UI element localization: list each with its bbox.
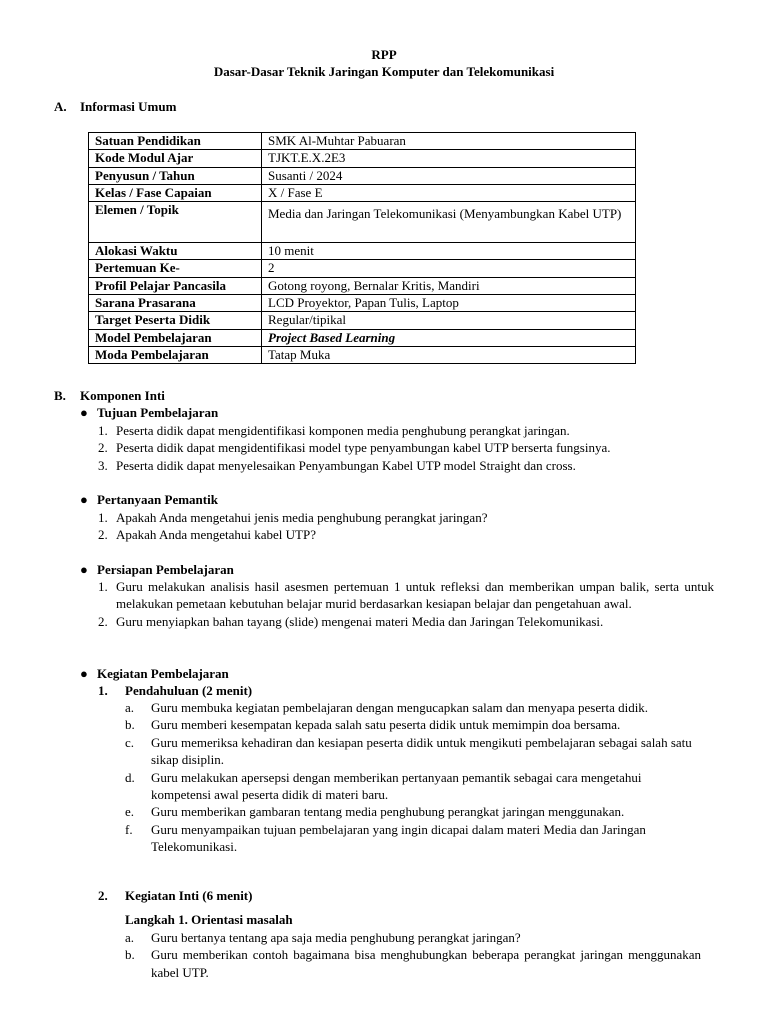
item-text: Guru memberikan contoh bagaimana bisa menghubungkan beberapa perangkat jaringan menggunakan kabel UTP. — [151, 947, 701, 980]
table-value: TJKT.E.X.2E3 — [262, 150, 636, 167]
item-text: Guru memberi kesempatan kepada salah satu peserta didik untuk memimpin doa bersama. — [151, 717, 621, 733]
item-text: Guru membuka kegiatan pembelajaran dengan mengucapkan salam dan menyapa peserta didik. — [151, 700, 649, 715]
table-value: 2 — [262, 260, 636, 277]
table-key: Elemen / Topik — [89, 202, 262, 243]
table-value: Tatap Muka — [262, 346, 636, 363]
item-text: Guru melakukan analisis hasil asesmen pertemuan 1 untuk refleksi dan memberikan umpan balik, serta untuk melakukan pemetaan kebutuhan belajar murid berdasarkan kesiapan belajar dan pengetahuan awal. — [116, 579, 714, 612]
table-value: X / Fase E — [262, 184, 636, 201]
pemantik-list — [98, 509, 718, 544]
item-text: Guru menyampaikan tujuan pembelajaran yang ingin dicapai dalam materi Media dan Jaringan Telekomunikasi. — [151, 821, 646, 855]
item-number: 2. — [98, 613, 108, 629]
langkah1-title: Langkah 1. Orientasi masalah — [125, 912, 293, 927]
table-row — [89, 150, 636, 167]
table-key: Sarana Prasarana — [89, 295, 262, 312]
table-row — [89, 133, 636, 150]
table-row — [89, 260, 636, 277]
bullet-icon: ● — [80, 666, 88, 681]
item-number: 1. — [98, 423, 108, 438]
list-item — [98, 613, 714, 630]
item-number: 1. — [98, 579, 108, 594]
list-item — [125, 734, 701, 769]
table-value: Project Based Learning — [262, 329, 636, 346]
item-text: Guru memeriksa kehadiran dan kesiapan peserta didik untuk mengikuti pembelajaran sebagai salah satu sikap disiplin. — [151, 734, 692, 768]
section-a-label: A. — [54, 99, 67, 114]
table-row — [89, 295, 636, 312]
section-b-label: B. — [54, 388, 66, 403]
item-letter: d. — [125, 769, 135, 785]
bullet-icon: ● — [80, 562, 88, 577]
list-item — [98, 439, 718, 456]
item-letter: f. — [125, 821, 133, 837]
inti-title: Kegiatan Inti (6 menit) — [125, 888, 253, 903]
tujuan-title: Tujuan Pembelajaran — [97, 405, 219, 420]
doc-title: RPP — [371, 47, 397, 62]
tujuan-list — [98, 422, 718, 474]
item-text: Peserta didik dapat menyelesaikan Penyambungan Kabel UTP model Straight dan cross. — [116, 457, 576, 473]
table-key: Moda Pembelajaran — [89, 346, 262, 363]
list-item — [125, 803, 701, 820]
inti-number: 2. — [98, 888, 108, 903]
item-number: 1. — [98, 510, 108, 525]
list-item — [125, 929, 701, 946]
item-number: 3. — [98, 457, 108, 473]
table-key: Kelas / Fase Capaian — [89, 184, 262, 201]
langkah1-list — [125, 929, 701, 981]
item-letter: a. — [125, 930, 135, 945]
list-item — [125, 716, 701, 733]
item-text: Apakah Anda mengetahui jenis media penghubung perangkat jaringan? — [116, 510, 488, 525]
bullet-icon: ● — [80, 405, 88, 420]
list-item — [98, 457, 718, 474]
pemantik-title: Pertanyaan Pemantik — [97, 492, 218, 507]
table-key: Penyusun / Tahun — [89, 167, 262, 184]
item-number: 2. — [98, 440, 108, 456]
bullet-icon: ● — [80, 492, 88, 507]
pendahuluan-number: 1. — [98, 683, 108, 698]
table-row — [89, 243, 636, 260]
table-key: Alokasi Waktu — [89, 243, 262, 260]
section-b-title: Komponen Inti — [80, 388, 165, 403]
table-value: 10 menit — [262, 243, 636, 260]
table-row — [89, 184, 636, 201]
item-letter: c. — [125, 734, 135, 750]
list-item — [125, 821, 701, 856]
section-a-title: Informasi Umum — [80, 99, 177, 114]
info-table — [88, 132, 636, 364]
table-key: Model Pembelajaran — [89, 329, 262, 346]
item-letter: e. — [125, 804, 135, 820]
table-key: Pertemuan Ke- — [89, 260, 262, 277]
table-value: LCD Proyektor, Papan Tulis, Laptop — [262, 295, 636, 312]
table-row — [89, 167, 636, 184]
item-text: Guru bertanya tentang apa saja media penghubung perangkat jaringan? — [151, 930, 521, 945]
list-item — [98, 509, 718, 526]
pendahuluan-list — [125, 699, 701, 856]
table-value: Gotong royong, Bernalar Kritis, Mandiri — [262, 277, 636, 294]
table-row — [89, 329, 636, 346]
list-item — [98, 422, 718, 439]
persiapan-list — [98, 578, 714, 630]
doc-subtitle: Dasar-Dasar Teknik Jaringan Komputer dan Telekomunikasi — [213, 64, 555, 79]
item-letter: b. — [125, 947, 135, 963]
persiapan-title: Persiapan Pembelajaran — [97, 562, 234, 577]
pendahuluan-title: Pendahuluan (2 menit) — [125, 683, 253, 698]
list-item — [98, 578, 714, 613]
item-text: Guru memberikan gambaran tentang media penghubung perangkat jaringan menggunakan. — [151, 804, 625, 820]
item-letter: b. — [125, 717, 135, 733]
list-item — [125, 769, 701, 804]
table-row — [89, 312, 636, 329]
table-row — [89, 202, 636, 243]
item-letter: a. — [125, 700, 135, 715]
table-key: Target Peserta Didik — [89, 312, 262, 329]
table-value: Media dan Jaringan Telekomunikasi (Menyambungkan Kabel UTP) — [262, 202, 636, 243]
table-key: Satuan Pendidikan — [89, 133, 262, 150]
item-text: Peserta didik dapat mengidentifikasi model type penyambungan kabel UTP berserta fungsinya. — [116, 440, 611, 456]
list-item — [125, 946, 701, 981]
table-key: Kode Modul Ajar — [89, 150, 262, 167]
kegiatan-title: Kegiatan Pembelajaran — [97, 666, 229, 681]
table-value: SMK Al-Muhtar Pabuaran — [262, 133, 636, 150]
table-row — [89, 277, 636, 294]
list-item — [98, 526, 718, 543]
table-value: Regular/tipikal — [262, 312, 636, 329]
list-item — [125, 699, 701, 716]
table-row — [89, 346, 636, 363]
item-text: Peserta didik dapat mengidentifikasi komponen media penghubung perangkat jaringan. — [116, 423, 570, 438]
item-text: Apakah Anda mengetahui kabel UTP? — [116, 527, 316, 543]
table-value: Susanti / 2024 — [262, 167, 636, 184]
item-text: Guru melakukan apersepsi dengan memberikan pertanyaan pemantik sebagai cara mengetahui kompetensi awal peserta didik di materi baru. — [151, 769, 642, 803]
table-key: Profil Pelajar Pancasila — [89, 277, 262, 294]
item-text: Guru menyiapkan bahan tayang (slide) mengenai materi Media dan Jaringan Telekomunikasi. — [116, 613, 604, 629]
item-number: 2. — [98, 527, 108, 543]
